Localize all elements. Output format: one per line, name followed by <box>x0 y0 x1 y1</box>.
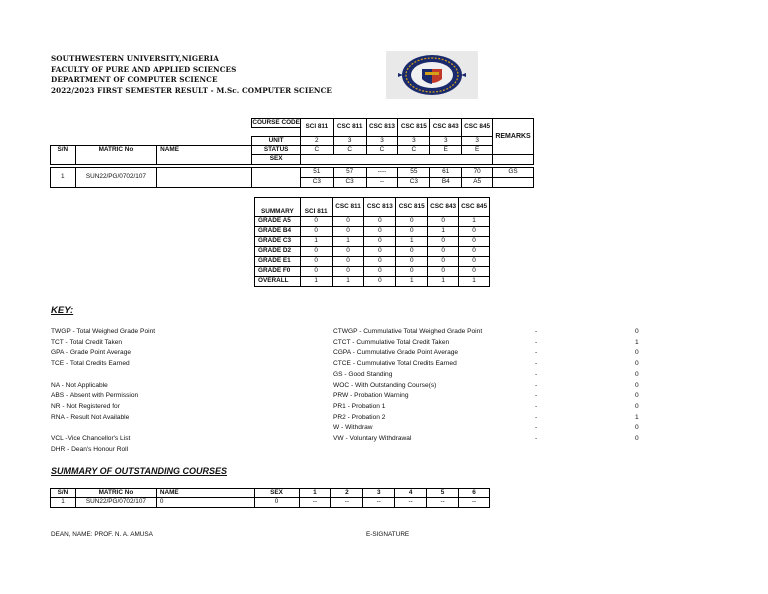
key-value: 0 <box>635 424 639 432</box>
summary-course-cell: CSC 811 <box>332 198 364 217</box>
outstanding-row <box>51 498 490 508</box>
course-code-label: COURSE CODE <box>252 118 300 126</box>
key-right-item: CGPA - Cummulative Grade Point Average - 0 <box>333 348 653 359</box>
outstanding-header-cell: SEX <box>254 489 299 498</box>
course-result-table <box>50 118 534 188</box>
department-name: DEPARTMENT OF COMPUTER SCIENCE <box>51 75 218 85</box>
key-right-item: PR1 - Probation 1 - 0 <box>333 402 653 413</box>
key-value: 0 <box>635 381 639 389</box>
outstanding-header-cell: NAME <box>156 489 254 498</box>
summary-row <box>255 237 490 247</box>
outstanding-courses-table <box>50 488 490 508</box>
sn-header: S/N <box>51 146 76 165</box>
summary-row-label: GRADE E1 <box>255 257 301 267</box>
key-item: GPA - Grade Point Average <box>51 349 132 357</box>
key-right-item: W - Withdraw - 0 <box>333 423 653 434</box>
summary-value: 0 <box>428 247 459 257</box>
status-label: STATUS <box>252 146 301 155</box>
summary-row <box>255 247 490 257</box>
summary-value: 1 <box>300 237 332 247</box>
key-item: ABS - Absent with Permission <box>51 392 139 400</box>
key-right-item: VW - Voluntary Withdrawal - 0 <box>333 434 653 445</box>
key-title: KEY: <box>51 305 74 316</box>
course-code-cell: SCI 811 <box>300 119 333 137</box>
summary-value: 0 <box>396 227 428 237</box>
key-value: 0 <box>635 349 639 357</box>
summary-value: 0 <box>428 217 459 227</box>
e-signature-label: E-SIGNATURE <box>366 531 410 538</box>
key-value: 0 <box>635 392 639 400</box>
key-item: TWGP - Total Weighed Grade Point <box>51 328 156 335</box>
status-cell: E <box>430 146 462 155</box>
key-item: TCE - Total Credits Earned <box>51 360 130 368</box>
student-sex <box>252 168 301 188</box>
unit-cell: 3 <box>366 137 398 146</box>
summary-value: 1 <box>396 237 428 247</box>
summary-value: 0 <box>332 227 364 237</box>
status-cell: C <box>333 146 366 155</box>
summary-value: 0 <box>364 247 396 257</box>
summary-value: 0 <box>364 257 396 267</box>
course-code-cell: CSC 811 <box>333 119 366 137</box>
summary-value: 0 <box>300 257 332 267</box>
status-cell: E <box>462 146 493 155</box>
grade-cell: -- <box>366 178 398 188</box>
summary-value: 1 <box>300 277 332 287</box>
key-value: 0 <box>635 402 639 410</box>
summary-value: 0 <box>459 237 490 247</box>
summary-value: 1 <box>459 217 490 227</box>
outstanding-course-cell: -- <box>427 498 459 508</box>
unit-cell: 3 <box>462 137 493 146</box>
key-item: TCT - Total Credit Taken <box>51 338 123 346</box>
key-value: 1 <box>635 338 639 346</box>
key-right-item: GS - Good Standing - 0 <box>333 370 653 381</box>
grade-cell: B4 <box>430 178 462 188</box>
grade-cell: C3 <box>300 178 333 188</box>
key-value: 0 <box>635 370 639 378</box>
summary-row-label: GRADE D2 <box>255 247 301 257</box>
outstanding-sex: 0 <box>254 498 299 508</box>
key-right-list <box>333 327 653 445</box>
grade-cell: A5 <box>462 178 493 188</box>
key-right-item: CTWGP - Cummulative Total Weighed Grade Point - 0 <box>333 327 653 338</box>
faculty-name: FACULTY OF PURE AND APPLIED SCIENCES <box>51 64 237 74</box>
course-code-cell: CSC 843 <box>430 119 462 137</box>
summary-value: 0 <box>428 267 459 277</box>
student-sn: 1 <box>51 168 76 188</box>
summary-value: 0 <box>364 267 396 277</box>
unit-cell: 3 <box>333 137 366 146</box>
key-item: NR - Not Registered for <box>51 402 120 410</box>
summary-value: 1 <box>428 227 459 237</box>
summary-value: 0 <box>459 227 490 237</box>
summary-value: 0 <box>332 257 364 267</box>
score-cell: 55 <box>398 168 430 178</box>
summary-value: 1 <box>396 277 428 287</box>
outstanding-course-cell: -- <box>459 498 490 508</box>
status-cell: C <box>300 146 333 155</box>
grade-cell: C3 <box>333 178 366 188</box>
outstanding-header-cell: 6 <box>459 489 490 498</box>
summary-value: 0 <box>459 247 490 257</box>
summary-value: 0 <box>300 247 332 257</box>
course-code-cell: CSC 813 <box>366 119 398 137</box>
summary-value: 1 <box>332 277 364 287</box>
outstanding-header-cell: S/N <box>51 489 76 498</box>
key-right-item: CTCT - Cummulative Total Credit Taken - 1 <box>333 338 653 349</box>
summary-value: 0 <box>396 247 428 257</box>
summary-header: SUMMARY <box>255 198 301 217</box>
summary-value: 0 <box>332 267 364 277</box>
sex-label: SEX <box>252 155 301 165</box>
summary-course-cell: CSC 813 <box>364 198 396 217</box>
outstanding-title: SUMMARY OF OUTSTANDING COURSES <box>51 466 228 476</box>
student-remarks: GS <box>493 168 534 178</box>
summary-row-label: GRADE F0 <box>255 267 301 277</box>
student-matric: SUN22/PG/0702/107 <box>75 168 156 188</box>
outstanding-sn: 1 <box>51 498 76 508</box>
key-value: 1 <box>635 413 639 421</box>
outstanding-header-cell: 3 <box>363 489 395 498</box>
summary-value: 0 <box>459 257 490 267</box>
outstanding-course-cell: -- <box>299 498 331 508</box>
summary-value: 0 <box>364 277 396 287</box>
dean-name: DEAN, NAME: PROF. N. A. AMUSA <box>51 531 153 538</box>
key-item: DHR - Dean's Honour Roll <box>51 445 129 453</box>
score-cell: 70 <box>462 168 493 178</box>
key-item: RNA - Result Not Available <box>51 413 130 421</box>
student-row <box>51 168 534 178</box>
unit-label: UNIT <box>252 137 301 146</box>
key-right-item: PRW - Probation Warning - 0 <box>333 391 653 402</box>
course-code-cell: CSC 845 <box>462 119 493 137</box>
summary-row <box>255 267 490 277</box>
summary-value: 0 <box>428 257 459 267</box>
summary-value: 0 <box>364 237 396 247</box>
key-left-list <box>51 327 311 455</box>
summary-value: 0 <box>300 217 332 227</box>
outstanding-matric: SUN22/PG/0702/107 <box>75 498 156 508</box>
summary-value: 0 <box>396 267 428 277</box>
summary-value: 0 <box>459 267 490 277</box>
outstanding-header-cell: 1 <box>299 489 331 498</box>
outstanding-header-cell: 2 <box>331 489 363 498</box>
outstanding-name: 0 <box>156 498 254 508</box>
summary-value: 0 <box>396 217 428 227</box>
key-value: 0 <box>635 328 639 335</box>
summary-value: 1 <box>459 277 490 287</box>
summary-value: 0 <box>300 227 332 237</box>
unit-cell: 3 <box>430 137 462 146</box>
summary-course-cell: SCI 811 <box>300 198 332 217</box>
key-item: VCL -Vice Chancellor's List <box>51 435 131 442</box>
summary-row <box>255 227 490 237</box>
status-cell: C <box>398 146 430 155</box>
outstanding-course-cell: -- <box>363 498 395 508</box>
status-cell: C <box>366 146 398 155</box>
matric-header: MATRIC No <box>75 146 156 165</box>
summary-row-label: GRADE C3 <box>255 237 301 247</box>
summary-value: 1 <box>332 237 364 247</box>
outstanding-header-cell: MATRIC No <box>75 489 156 498</box>
summary-value: 0 <box>364 217 396 227</box>
score-cell: ---- <box>366 168 398 178</box>
score-cell: 61 <box>430 168 462 178</box>
score-cell: 57 <box>333 168 366 178</box>
course-code-cell: CSC 815 <box>398 119 430 137</box>
grade-summary-table <box>254 197 490 287</box>
summary-value: 0 <box>332 217 364 227</box>
summary-value: 0 <box>364 227 396 237</box>
summary-course-cell: CSC 843 <box>428 198 459 217</box>
summary-value: 0 <box>428 237 459 247</box>
summary-row <box>255 257 490 267</box>
university-seal-icon <box>386 51 478 99</box>
document-header <box>51 54 332 96</box>
university-logo <box>386 51 478 99</box>
key-right-item: CTCE - Cummulative Total Credits Earned - 0 <box>333 359 653 370</box>
summary-row <box>255 277 490 287</box>
outstanding-header-cell: 4 <box>395 489 427 498</box>
score-cell: 51 <box>300 168 333 178</box>
summary-row-label: GRADE A5 <box>255 217 301 227</box>
summary-course-cell: CSC 815 <box>396 198 428 217</box>
university-name: SOUTHWESTERN UNIVERSITY,NIGERIA <box>51 54 219 63</box>
key-item: NA - Not Applicable <box>51 381 108 389</box>
key-value: 0 <box>635 435 639 443</box>
student-name <box>157 168 252 188</box>
key-right-item: WOC - With Outstanding Course(s) - 0 <box>333 381 653 392</box>
unit-cell: 2 <box>300 137 333 146</box>
grade-cell: C3 <box>398 178 430 188</box>
summary-value: 0 <box>332 247 364 257</box>
key-value: 0 <box>635 360 639 368</box>
summary-value: 1 <box>428 277 459 287</box>
summary-value: 0 <box>396 257 428 267</box>
remarks-header: REMARKS <box>493 119 534 155</box>
outstanding-course-cell: -- <box>331 498 363 508</box>
result-title: 2022/2023 FIRST SEMESTER RESULT - M.Sc. COMPUTER SCIENCE <box>51 85 332 95</box>
summary-row-label: OVERALL <box>255 277 301 287</box>
unit-cell: 3 <box>398 137 430 146</box>
summary-row <box>255 217 490 227</box>
outstanding-course-cell: -- <box>395 498 427 508</box>
summary-course-cell: CSC 845 <box>459 198 490 217</box>
summary-row-label: GRADE B4 <box>255 227 301 237</box>
outstanding-header-cell: 5 <box>427 489 459 498</box>
key-right-item: PR2 - Probation 2 - 1 <box>333 413 653 424</box>
summary-value: 0 <box>300 267 332 277</box>
name-header: NAME <box>157 146 252 165</box>
